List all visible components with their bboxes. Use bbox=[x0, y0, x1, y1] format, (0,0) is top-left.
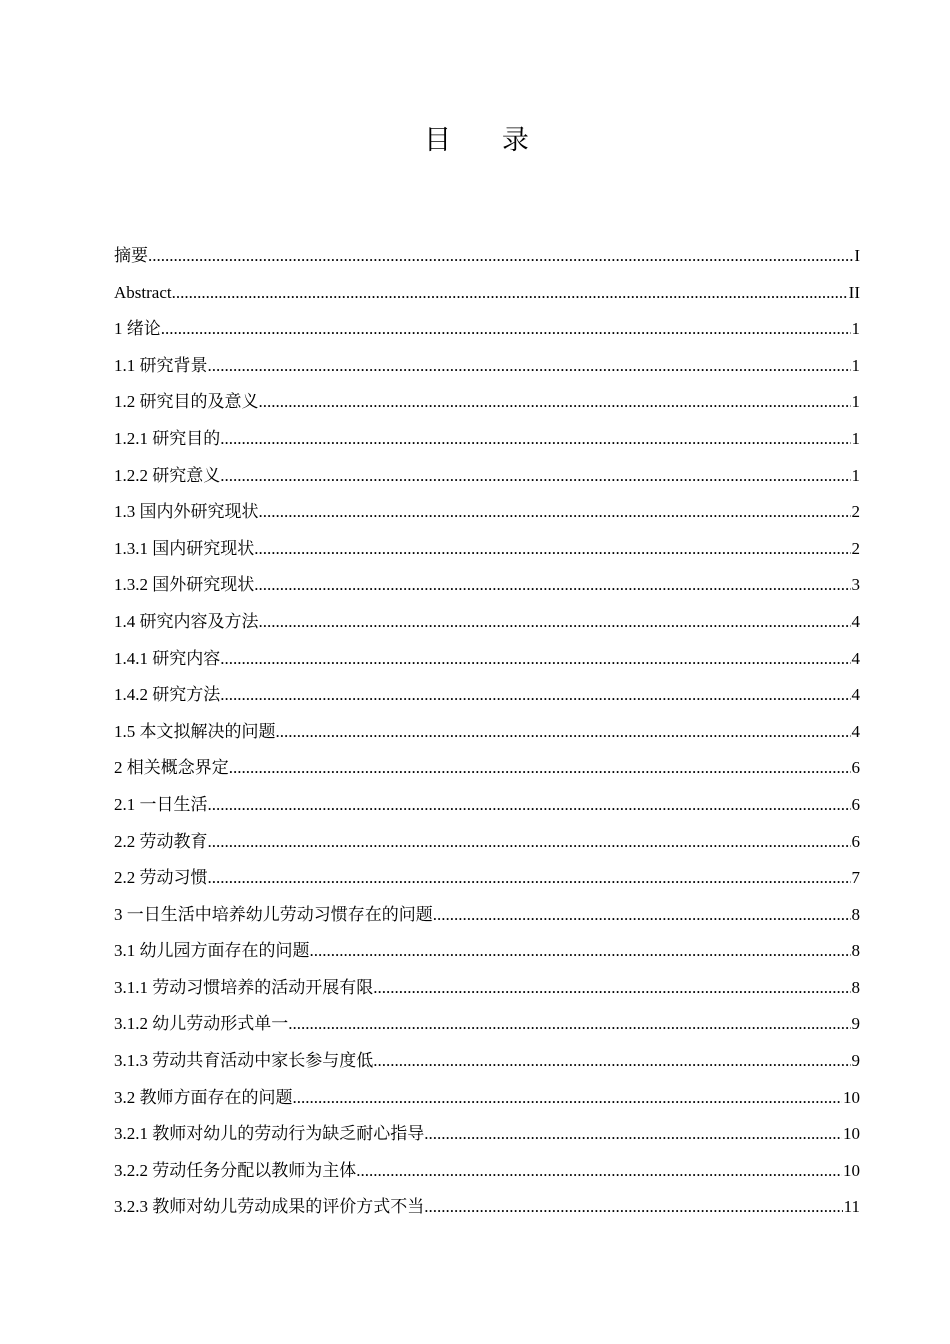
toc-entry-label: 1.5 本文拟解决的问题 bbox=[114, 721, 276, 741]
toc-dot-leader bbox=[356, 1153, 842, 1190]
toc-entry-page-number: 1 bbox=[851, 465, 860, 485]
toc-entry[interactable] bbox=[114, 714, 860, 751]
toc-entry-page-number: I bbox=[854, 246, 860, 265]
toc-dot-leader bbox=[259, 384, 851, 421]
toc-entry-page-number: 6 bbox=[851, 831, 860, 851]
toc-entry[interactable] bbox=[114, 384, 860, 421]
toc-entry[interactable] bbox=[114, 494, 860, 531]
toc-entry-label: 2.1 一日生活 bbox=[114, 794, 208, 814]
toc-entry[interactable] bbox=[114, 458, 860, 495]
toc-entry-page-number: 8 bbox=[851, 941, 860, 961]
toc-entry-label: 3.1.1 劳动习惯培养的活动开展有限 bbox=[114, 977, 374, 997]
toc-entry[interactable] bbox=[114, 238, 860, 275]
toc-entry-label: 1 绪论 bbox=[114, 319, 161, 339]
toc-entry-label: 3.1 幼儿园方面存在的问题 bbox=[114, 941, 310, 961]
toc-dot-leader bbox=[310, 933, 851, 970]
toc-entry[interactable] bbox=[114, 1116, 860, 1153]
toc-entry-page-number: 10 bbox=[843, 1087, 860, 1107]
toc-dot-leader bbox=[161, 311, 851, 348]
toc-dot-leader bbox=[148, 238, 853, 275]
toc-entry[interactable] bbox=[114, 275, 860, 312]
toc-entry[interactable] bbox=[114, 311, 860, 348]
toc-dot-leader bbox=[288, 1006, 850, 1043]
toc-entry[interactable] bbox=[114, 1043, 860, 1080]
toc-entry-label: 1.2.2 研究意义 bbox=[114, 465, 221, 485]
toc-entry-page-number: 1 bbox=[851, 392, 860, 412]
toc-entry[interactable] bbox=[114, 824, 860, 861]
toc-entry-label: 1.4.1 研究内容 bbox=[114, 648, 221, 668]
toc-entry[interactable] bbox=[114, 787, 860, 824]
toc-entry-label: 3.2.3 教师对幼儿劳动成果的评价方式不当 bbox=[114, 1197, 425, 1217]
toc-entry-page-number: 1 bbox=[851, 319, 860, 339]
toc-entry[interactable] bbox=[114, 567, 860, 604]
toc-entry[interactable] bbox=[114, 1006, 860, 1043]
toc-entry-label: 2.2 劳动教育 bbox=[114, 831, 208, 851]
toc-entry[interactable] bbox=[114, 641, 860, 678]
toc-entry-page-number: 2 bbox=[851, 502, 860, 522]
toc-dot-leader bbox=[424, 1189, 842, 1226]
toc-dot-leader bbox=[254, 531, 850, 568]
toc-entry-page-number: 10 bbox=[843, 1160, 860, 1180]
toc-entry-page-number: 8 bbox=[851, 904, 860, 924]
toc-entry[interactable] bbox=[114, 860, 860, 897]
toc-dot-leader bbox=[220, 677, 850, 714]
toc-entry-label: 3.2.2 劳动任务分配以教师为主体 bbox=[114, 1160, 357, 1180]
toc-dot-leader bbox=[220, 421, 850, 458]
toc-entry-label: 1.3.1 国内研究现状 bbox=[114, 538, 255, 558]
toc-entry-page-number: 3 bbox=[851, 575, 860, 595]
toc-entry-page-number: 4 bbox=[851, 721, 860, 741]
toc-dot-leader bbox=[259, 494, 851, 531]
toc-entry-page-number: 6 bbox=[851, 758, 860, 778]
toc-entry-label: 2.2 劳动习惯 bbox=[114, 868, 208, 888]
toc-entry-page-number: 1 bbox=[851, 355, 860, 375]
toc-entry-label: 1.4 研究内容及方法 bbox=[114, 611, 259, 631]
toc-dot-leader bbox=[208, 860, 851, 897]
toc-entry[interactable] bbox=[114, 1153, 860, 1190]
toc-entry-page-number: 2 bbox=[851, 538, 860, 558]
toc-dot-leader bbox=[433, 897, 851, 934]
toc-entry[interactable] bbox=[114, 677, 860, 714]
toc-entry[interactable] bbox=[114, 750, 860, 787]
toc-entry-page-number: 8 bbox=[851, 977, 860, 997]
toc-entry-label: 摘要 bbox=[114, 246, 148, 265]
toc-entry-label: 1.2.1 研究目的 bbox=[114, 428, 221, 448]
toc-entry-label: 3.2 教师方面存在的问题 bbox=[114, 1087, 293, 1107]
toc-entry-page-number: 4 bbox=[851, 648, 860, 668]
toc-entry[interactable] bbox=[114, 897, 860, 934]
toc-entry-page-number: 6 bbox=[851, 794, 860, 814]
toc-dot-leader bbox=[172, 275, 848, 312]
toc-entry-label: 1.3 国内外研究现状 bbox=[114, 502, 259, 522]
toc-entry[interactable] bbox=[114, 604, 860, 641]
toc-dot-leader bbox=[220, 641, 850, 678]
toc-dot-leader bbox=[276, 714, 851, 751]
toc-entry-page-number: 4 bbox=[851, 685, 860, 705]
toc-entry-page-number: 1 bbox=[851, 428, 860, 448]
toc-entry[interactable] bbox=[114, 1080, 860, 1117]
toc-entry-page-number: 10 bbox=[843, 1124, 860, 1144]
toc-entry[interactable] bbox=[114, 348, 860, 385]
toc-entry-page-number: 7 bbox=[851, 868, 860, 888]
toc-entry-page-number: 11 bbox=[843, 1197, 860, 1217]
toc-entry-page-number: 9 bbox=[851, 1051, 860, 1071]
toc-dot-leader bbox=[220, 458, 850, 495]
toc-entry-label: 3 一日生活中培养幼儿劳动习惯存在的问题 bbox=[114, 904, 433, 924]
page-title: 目 录 bbox=[424, 125, 551, 155]
toc-entry-page-number: 4 bbox=[851, 611, 860, 631]
toc-dot-leader bbox=[259, 604, 851, 641]
toc-entry-label: 1.2 研究目的及意义 bbox=[114, 392, 259, 412]
toc-entry-label: 3.2.1 教师对幼儿的劳动行为缺乏耐心指导 bbox=[114, 1124, 425, 1144]
toc-entry[interactable] bbox=[114, 970, 860, 1007]
toc-dot-leader bbox=[208, 824, 851, 861]
toc-entry[interactable] bbox=[114, 531, 860, 568]
toc-entry-label: 1.1 研究背景 bbox=[114, 355, 208, 375]
toc-entry-label: 3.1.3 劳动共育活动中家长参与度低 bbox=[114, 1051, 374, 1071]
toc-dot-leader bbox=[424, 1116, 842, 1153]
toc-dot-leader bbox=[208, 787, 851, 824]
toc-entry[interactable] bbox=[114, 1189, 860, 1226]
toc-entry-label: 1.3.2 国外研究现状 bbox=[114, 575, 255, 595]
toc-entry-label: 3.1.2 幼儿劳动形式单一 bbox=[114, 1014, 289, 1034]
toc-dot-leader bbox=[208, 348, 851, 385]
toc-dot-leader bbox=[373, 970, 850, 1007]
toc-entry-page-number: 9 bbox=[851, 1014, 860, 1034]
toc-entry-label: 1.4.2 研究方法 bbox=[114, 685, 221, 705]
toc-dot-leader bbox=[254, 567, 850, 604]
toc-dot-leader bbox=[229, 750, 851, 787]
toc-dot-leader bbox=[293, 1080, 843, 1117]
table-of-contents bbox=[114, 238, 860, 1226]
toc-dot-leader bbox=[373, 1043, 850, 1080]
toc-entry[interactable] bbox=[114, 933, 860, 970]
toc-entry[interactable] bbox=[114, 421, 860, 458]
toc-entry-page-number: II bbox=[848, 282, 860, 302]
toc-entry-label: 2 相关概念界定 bbox=[114, 758, 229, 778]
toc-entry-label: Abstract bbox=[114, 282, 172, 302]
